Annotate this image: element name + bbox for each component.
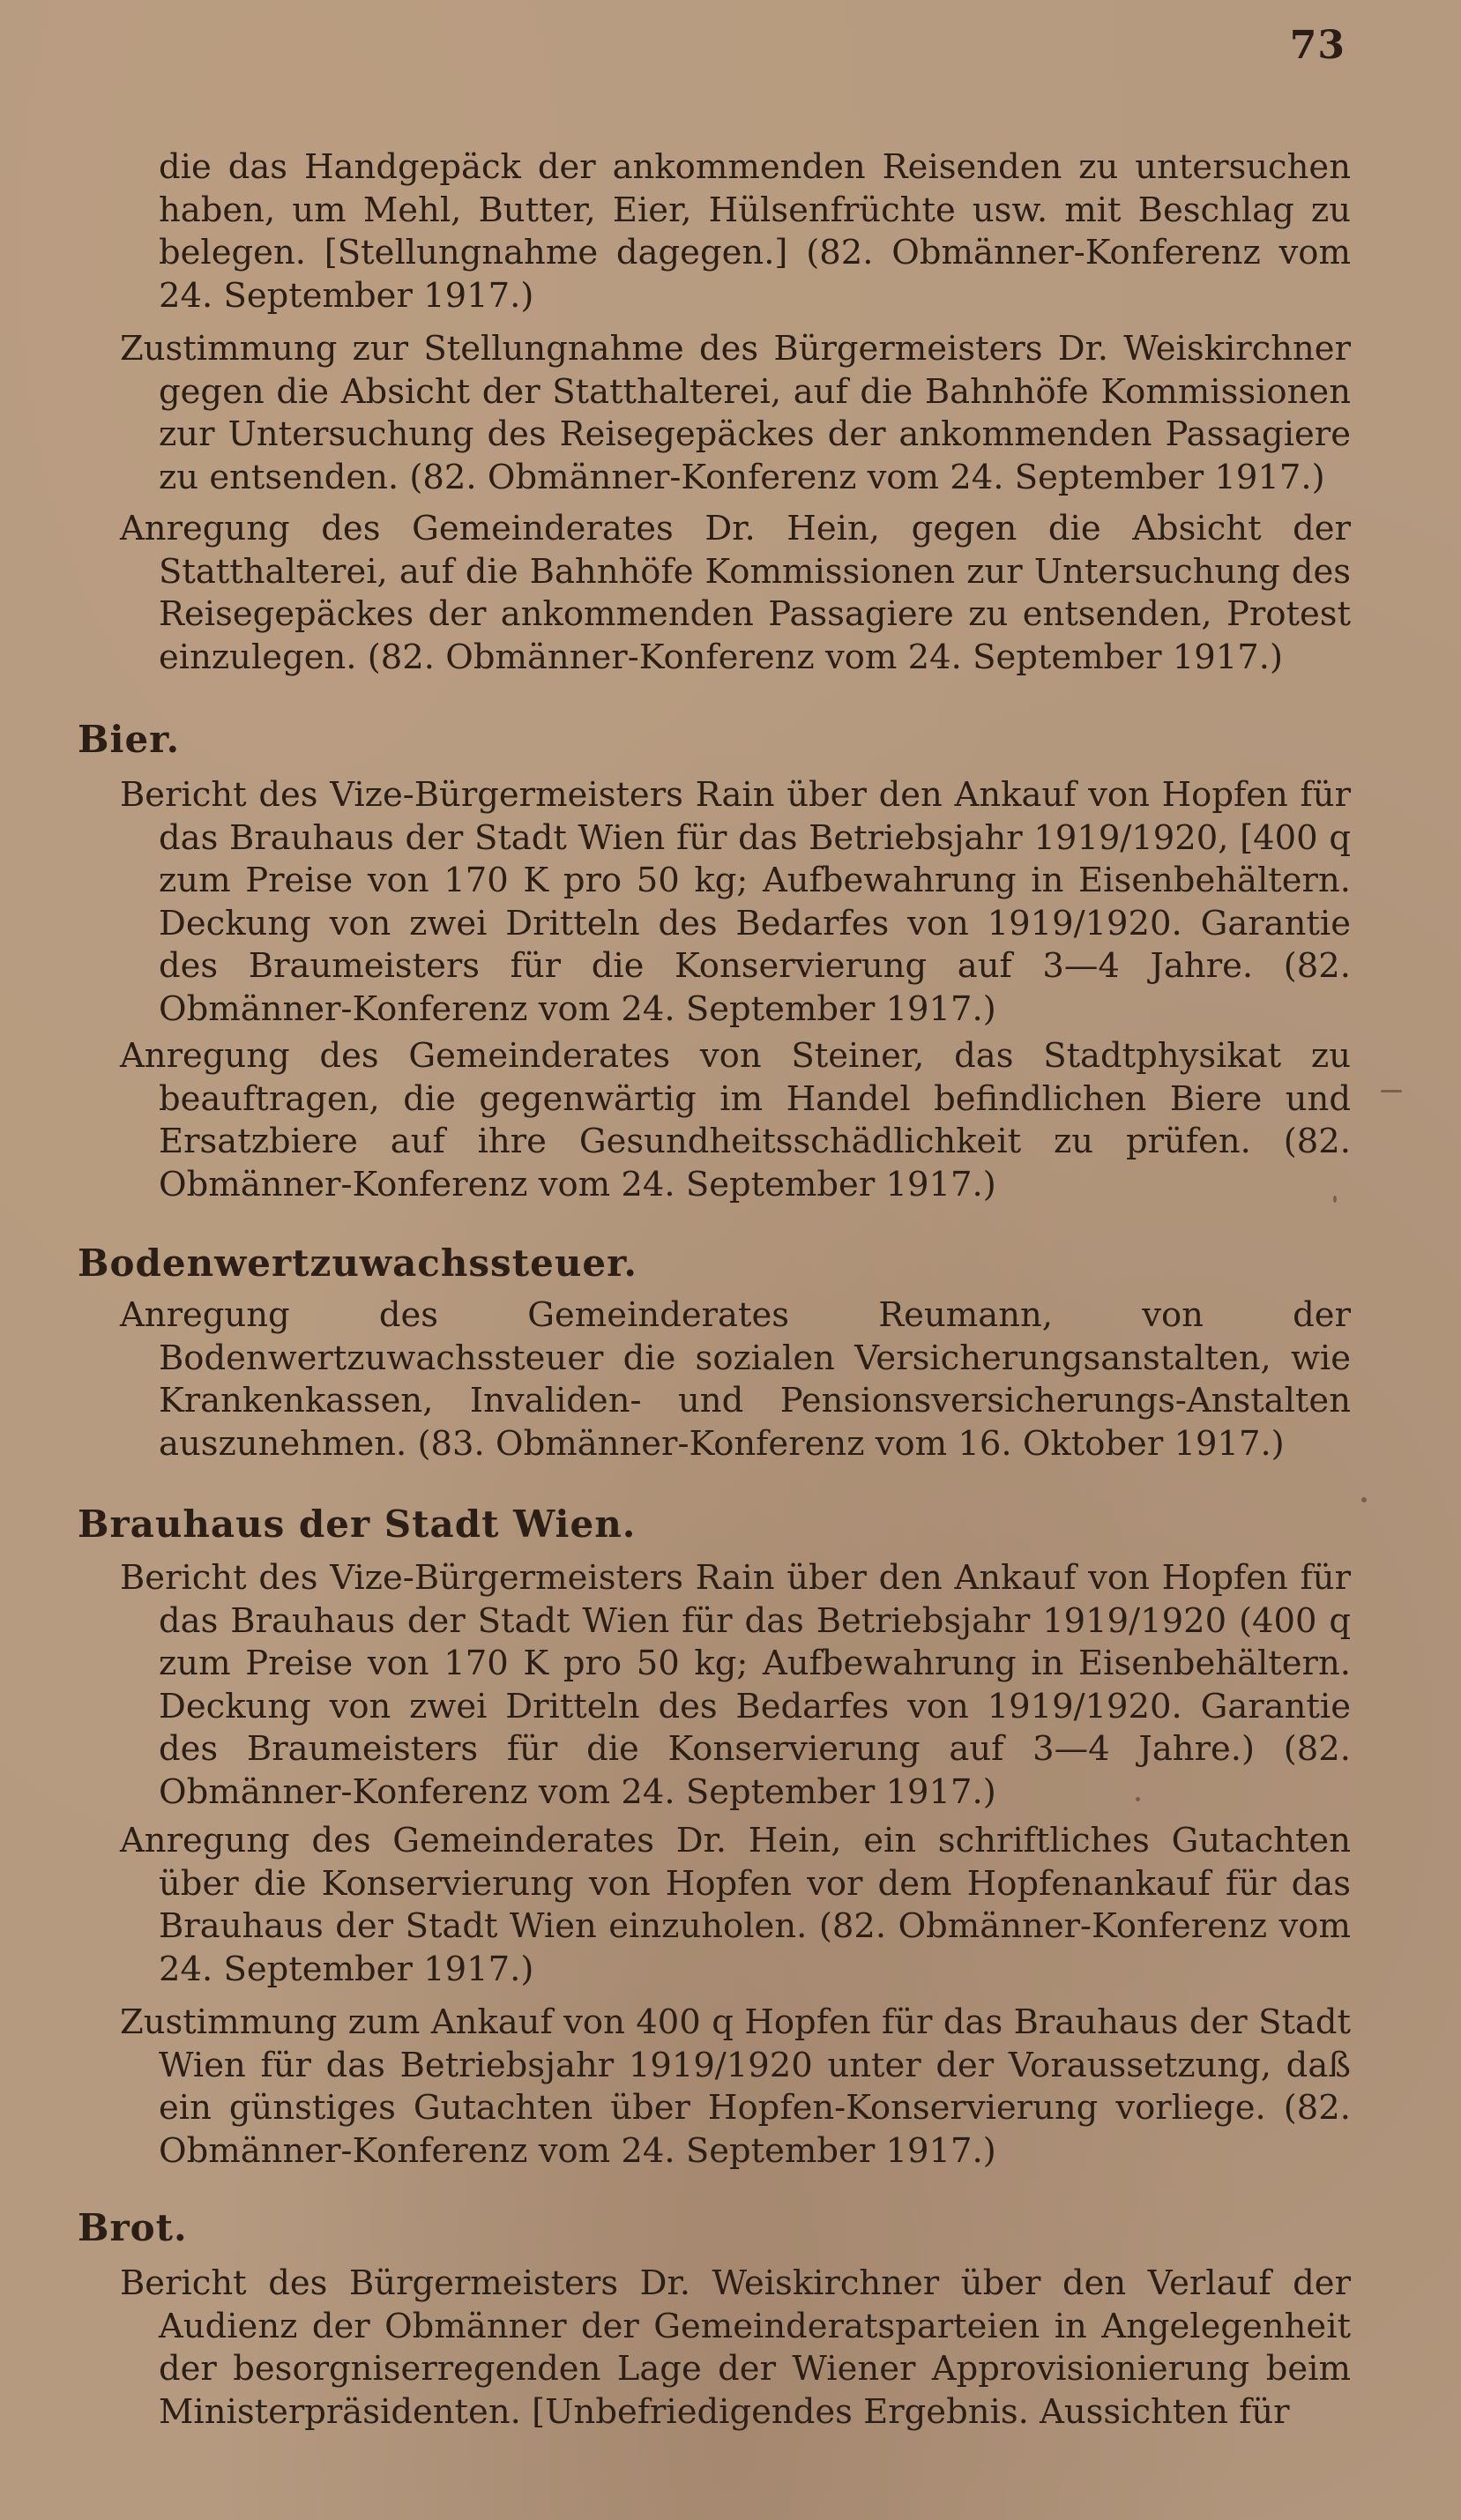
entry-boden-anregung-reumann: Anregung des Gemeinderates Reumann, von der Bodenwertzuwachssteuer die sozialen Versicherungsanstalten, wie Krankenkassen, Invaliden- und Pensionsversicherungs-Anstalten auszunehmen. (83. Obmänner-Konferenz vom 16. Oktober 1917.) <box>120 1295 1351 1464</box>
entry-brauhaus-anregung-hein: Anregung des Gemeinderates Dr. Hein, ein schriftliches Gutachten über die Konservierung von Hopfen vor dem Hopfenankauf für das Brauhaus der Stadt Wien einzuholen. (82. Obmänner-Konferenz vom 24. September 1917.) <box>120 1821 1351 1989</box>
paper-speck <box>1381 1090 1402 1092</box>
paper-speck <box>1361 1497 1367 1502</box>
entry-brauhaus-bericht-rain: Bericht des Vize-Bürgermeisters Rain über den Ankauf von Hopfen für das Brauhaus der Stadt Wien für das Betriebsjahr 1919/1920 (400 q zum Preise von 170 K pro 50 kg; Aufbewahrung in Eisenbehältern. Deckung von zwei Dritteln des Bedarfes von 1919/1920. Garantie des Braumeisters für die Konservierung auf 3—4 Jahre.) (82. Obmänner-Konferenz vom 24. September 1917.) <box>120 1558 1351 1812</box>
section-heading-brot: Brot. <box>78 2206 188 2249</box>
paper-speck <box>1136 1797 1140 1801</box>
entry-bier-bericht-rain: Bericht des Vize-Bürgermeisters Rain über den Ankauf von Hopfen für das Brauhaus der Stadt Wien für das Betriebsjahr 1919/1920, [400 q zum Preise von 170 K pro 50 kg; Aufbewahrung in Eisenbehältern. Deckung von zwei Dritteln des Bedarfes von 1919/1920. Garantie des Braumeisters für die Konservierung auf 3—4 Jahre. (82. Obmänner-Konferenz vom 24. September 1917.) <box>120 775 1351 1029</box>
entry-continuation: die das Handgepäck der ankommenden Reisenden zu untersuchen haben, um Mehl, Butter, Eier, Hülsenfrüchte usw. mit Beschlag zu belegen. [Stellungnahme dagegen.] (82. Obmänner-Konferenz vom 24. September 1917.) <box>159 147 1351 316</box>
entry-bier-anregung-steiner: Anregung des Gemeinderates von Steiner, das Stadtphysikat zu beauftragen, die gegenwärtig im Handel befindlichen Biere und Ersatzbiere auf ihre Gesundheitsschädlichkeit zu prüfen. (82. Obmänner-Konferenz vom 24. September 1917.) <box>120 1036 1351 1204</box>
entry-zustimmung-statthalterei: Zustimmung zur Stellungnahme des Bürgermeisters Dr. Weiskirchner gegen die Absicht der Statthalterei, auf die Bahnhöfe Kommissionen zur Untersuchung des Reisegepäckes der ankommenden Passagiere zu entsenden. (82. Obmänner-Konferenz vom 24. September 1917.) <box>120 329 1351 497</box>
section-heading-bodenwertzuwachssteuer: Bodenwertzuwachssteuer. <box>78 1241 637 1285</box>
entry-brauhaus-zustimmung: Zustimmung zum Ankauf von 400 q Hopfen für das Brauhaus der Stadt Wien für das Betriebsjahr 1919/1920 unter der Voraussetzung, daß ein günstiges Gutachten über Hopfen-Konservierung vorliege. (82. Obmänner-Konferenz vom 24. September 1917.) <box>120 2002 1351 2171</box>
entry-anregung-hein-protest: Anregung des Gemeinderates Dr. Hein, gegen die Absicht der Statthalterei, auf die Bahnhöfe Kommissionen zur Untersuchung des Reisegepäckes der ankommenden Passagiere zu entsenden, Protest einzulegen. (82. Obmänner-Konferenz vom 24. September 1917.) <box>120 509 1351 677</box>
page-number: 73 <box>1289 23 1345 68</box>
section-heading-bier: Bier. <box>78 718 181 761</box>
paper-speck <box>1333 1196 1337 1203</box>
section-heading-brauhaus: Brauhaus der Stadt Wien. <box>78 1502 637 1546</box>
entry-brot-bericht-weiskirchner: Bericht des Bürgermeisters Dr. Weiskirchner über den Verlauf der Audienz der Obmänner der Gemeinderatsparteien in Angelegenheit der besorgniserregenden Lage der Wiener Approvisionierung beim Ministerpräsidenten. [Unbefriedigendes Ergebnis. Aussichten für <box>120 2263 1351 2432</box>
